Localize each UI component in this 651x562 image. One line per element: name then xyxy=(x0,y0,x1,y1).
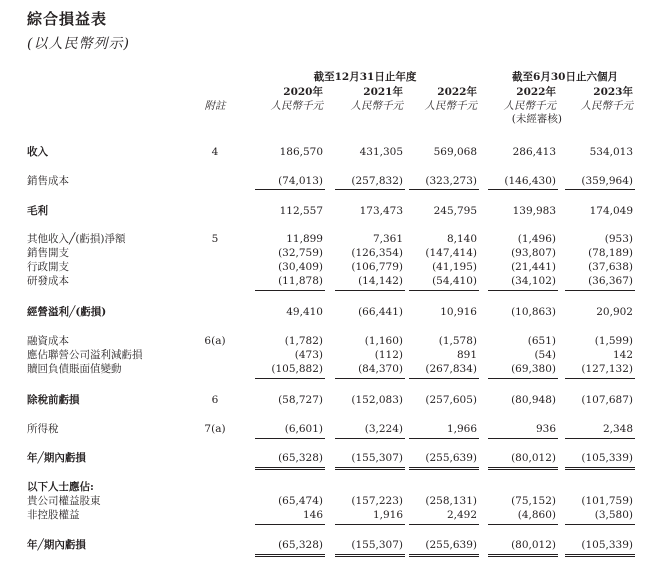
cell-value: (69,380) xyxy=(511,363,556,375)
cell-value: 534,013 xyxy=(589,146,633,158)
cell-value: 2,348 xyxy=(602,423,633,435)
row-note-revenue: 4 xyxy=(211,146,219,158)
cell-value: (58,727) xyxy=(278,394,323,406)
row-label-share-of-associates: 應佔聯營公司溢利減虧損 xyxy=(27,349,143,361)
cell-value: 2,492 xyxy=(446,509,477,521)
cell-value: (953) xyxy=(604,233,633,245)
cell-value: (127,132) xyxy=(581,363,633,375)
cell-value: (107,687) xyxy=(581,394,633,406)
cell-value: 245,795 xyxy=(433,205,477,217)
row-note-finance-costs: 6(a) xyxy=(204,335,226,347)
cell-value: (32,759) xyxy=(278,247,323,259)
cell-value: (651) xyxy=(527,335,556,347)
cell-value: (155,307) xyxy=(351,452,403,464)
cell-value: (37,638) xyxy=(588,261,633,273)
row-note-other-income: 5 xyxy=(211,233,219,245)
cell-value: (34,102) xyxy=(511,275,556,287)
total-double-rule xyxy=(255,467,325,470)
row-label-admin-expenses: 行政開支 xyxy=(27,261,69,273)
cell-value: 569,068 xyxy=(433,146,477,158)
total-double-rule xyxy=(255,554,325,557)
cell-value: (1,160) xyxy=(364,335,403,347)
row-label-revenue: 收入 xyxy=(27,146,48,158)
header-unit-5: 人民幣千元 xyxy=(580,100,633,112)
cell-value: (80,948) xyxy=(511,394,556,406)
cell-value: (65,328) xyxy=(278,539,323,551)
subtotal-rule xyxy=(335,189,405,190)
cell-value: (1,782) xyxy=(284,335,323,347)
subtotal-rule xyxy=(409,290,479,291)
cell-value: (66,441) xyxy=(358,306,403,318)
row-label-attributable-to: 以下人士應佔: xyxy=(27,481,94,493)
cell-value: 8,140 xyxy=(446,233,477,245)
cell-value: (105,339) xyxy=(581,539,633,551)
cell-value: (105,339) xyxy=(581,452,633,464)
header-unit-3: 人民幣千元 xyxy=(424,100,477,112)
row-label-cost-of-sales: 銷售成本 xyxy=(27,175,69,187)
subtotal-rule xyxy=(488,189,558,190)
subtotal-rule xyxy=(409,378,479,379)
cell-value: (3,224) xyxy=(364,423,403,435)
cell-value: 7,361 xyxy=(372,233,403,245)
cell-value: (126,354) xyxy=(351,247,403,259)
subtotal-rule xyxy=(255,378,325,379)
header-group-half: 截至6月30日止六個月 xyxy=(512,71,618,83)
row-label-non-controlling: 非控股權益 xyxy=(27,509,80,521)
cell-value: (112) xyxy=(374,349,403,361)
subtotal-rule xyxy=(255,524,325,525)
cell-value: 186,570 xyxy=(279,146,323,158)
cell-value: (257,605) xyxy=(425,394,477,406)
subtotal-rule xyxy=(565,378,635,379)
cell-value: (473) xyxy=(294,349,323,361)
cell-value: (155,307) xyxy=(351,539,403,551)
cell-value: (147,414) xyxy=(425,247,477,259)
cell-value: (255,639) xyxy=(425,452,477,464)
header-group-year: 截至12月31日止年度 xyxy=(313,71,417,83)
cell-value: (106,779) xyxy=(351,261,403,273)
cell-value: (65,474) xyxy=(278,495,323,507)
cell-value: (157,223) xyxy=(351,495,403,507)
cell-value: 139,983 xyxy=(512,205,556,217)
cell-value: (21,441) xyxy=(511,261,556,273)
subtotal-rule xyxy=(335,438,405,439)
row-label-loss-for-period-total: 年╱期內虧損 xyxy=(27,539,86,551)
cell-value: 11,899 xyxy=(286,233,323,245)
cell-value: (1,496) xyxy=(517,233,556,245)
cell-value: (255,639) xyxy=(425,539,477,551)
header-half-2023: 2023年 xyxy=(593,86,633,98)
header-note-label: 附註 xyxy=(204,100,226,112)
cell-value: (152,083) xyxy=(351,394,403,406)
header-unit-2: 人民幣千元 xyxy=(350,100,403,112)
cell-value: (10,863) xyxy=(511,306,556,318)
cell-value: 431,305 xyxy=(359,146,403,158)
total-double-rule xyxy=(335,467,405,470)
subtotal-rule xyxy=(335,290,405,291)
total-double-rule xyxy=(565,554,635,557)
header-year-2022: 2022年 xyxy=(437,86,477,98)
subtotal-rule xyxy=(488,438,558,439)
header-unit-4: 人民幣千元 xyxy=(503,100,556,112)
subtotal-rule xyxy=(565,290,635,291)
cell-value: (75,152) xyxy=(511,495,556,507)
cell-value: 112,557 xyxy=(279,205,323,217)
cell-value: (1,578) xyxy=(438,335,477,347)
cell-value: (78,189) xyxy=(588,247,633,259)
cell-value: (84,370) xyxy=(358,363,403,375)
row-label-other-income: 其他收入╱(虧損)淨額 xyxy=(27,233,126,245)
cell-value: 173,473 xyxy=(359,205,403,217)
subtotal-rule xyxy=(255,438,325,439)
cell-value: 49,410 xyxy=(286,306,323,318)
cell-value: (80,012) xyxy=(511,539,556,551)
cell-value: (1,599) xyxy=(594,335,633,347)
cell-value: (11,878) xyxy=(278,275,323,287)
header-year-2020: 2020年 xyxy=(283,86,323,98)
header-year-2021: 2021年 xyxy=(363,86,403,98)
row-label-rd-costs: 研發成本 xyxy=(27,275,69,287)
cell-value: (267,834) xyxy=(425,363,477,375)
cell-value: (80,012) xyxy=(511,452,556,464)
cell-value: (257,832) xyxy=(351,175,403,187)
cell-value: (93,807) xyxy=(511,247,556,259)
cell-value: (54) xyxy=(534,349,556,361)
cell-value: (4,860) xyxy=(517,509,556,521)
cell-value: 174,049 xyxy=(589,205,633,217)
total-double-rule xyxy=(565,467,635,470)
cell-value: (3,580) xyxy=(594,509,633,521)
cell-value: (359,964) xyxy=(581,175,633,187)
subtotal-rule xyxy=(488,290,558,291)
subtotal-rule xyxy=(255,290,325,291)
subtotal-rule xyxy=(335,378,405,379)
subtotal-rule xyxy=(255,189,325,190)
subtotal-rule xyxy=(409,524,479,525)
row-label-loss-before-tax: 除稅前虧損 xyxy=(27,394,80,406)
row-label-equity-shareholders: 貴公司權益股東 xyxy=(27,495,101,507)
row-label-redemption-liabilities: 贖回負債賬面值變動 xyxy=(27,363,122,375)
header-unit-1: 人民幣千元 xyxy=(270,100,323,112)
cell-value: (146,430) xyxy=(504,175,556,187)
subtotal-rule xyxy=(565,524,635,525)
subtotal-rule xyxy=(335,524,405,525)
row-label-operating-profit: 經營溢利╱(虧損) xyxy=(27,306,107,318)
cell-value: 936 xyxy=(535,423,556,435)
cell-value: 1,916 xyxy=(372,509,403,521)
total-double-rule xyxy=(409,467,479,470)
cell-value: (14,142) xyxy=(358,275,403,287)
cell-value: (101,759) xyxy=(581,495,633,507)
row-label-loss-for-period: 年╱期內虧損 xyxy=(27,452,86,464)
subtotal-rule xyxy=(565,189,635,190)
row-label-selling-expenses: 銷售開支 xyxy=(27,247,69,259)
cell-value: (54,410) xyxy=(432,275,477,287)
total-double-rule xyxy=(488,554,558,557)
cell-value: (105,882) xyxy=(271,363,323,375)
row-label-gross-profit: 毛利 xyxy=(27,205,48,217)
header-unaudited: (未經審核) xyxy=(511,113,562,125)
page-title: 綜合損益表 xyxy=(27,10,108,28)
total-double-rule xyxy=(409,554,479,557)
cell-value: 891 xyxy=(456,349,477,361)
subtotal-rule xyxy=(488,378,558,379)
header-half-2022: 2022年 xyxy=(516,86,556,98)
cell-value: 1,966 xyxy=(446,423,477,435)
cell-value: (258,131) xyxy=(425,495,477,507)
cell-value: (323,273) xyxy=(425,175,477,187)
subtotal-rule xyxy=(565,438,635,439)
row-note-income-tax: 7(a) xyxy=(204,423,226,435)
cell-value: (65,328) xyxy=(278,452,323,464)
page-subtitle: (以人民幣列示) xyxy=(27,36,130,52)
cell-value: 10,916 xyxy=(440,306,477,318)
cell-value: 146 xyxy=(302,509,323,521)
row-note-loss-before-tax: 6 xyxy=(211,394,219,406)
row-label-finance-costs: 融資成本 xyxy=(27,335,69,347)
cell-value: 286,413 xyxy=(512,146,556,158)
cell-value: (41,195) xyxy=(432,261,477,273)
row-label-income-tax: 所得稅 xyxy=(27,423,59,435)
subtotal-rule xyxy=(409,438,479,439)
total-double-rule xyxy=(335,554,405,557)
cell-value: (6,601) xyxy=(284,423,323,435)
cell-value: (36,367) xyxy=(588,275,633,287)
cell-value: 20,902 xyxy=(596,306,633,318)
cell-value: (74,013) xyxy=(278,175,323,187)
subtotal-rule xyxy=(488,524,558,525)
cell-value: 142 xyxy=(612,349,633,361)
cell-value: (30,409) xyxy=(278,261,323,273)
total-double-rule xyxy=(488,467,558,470)
subtotal-rule xyxy=(409,189,479,190)
